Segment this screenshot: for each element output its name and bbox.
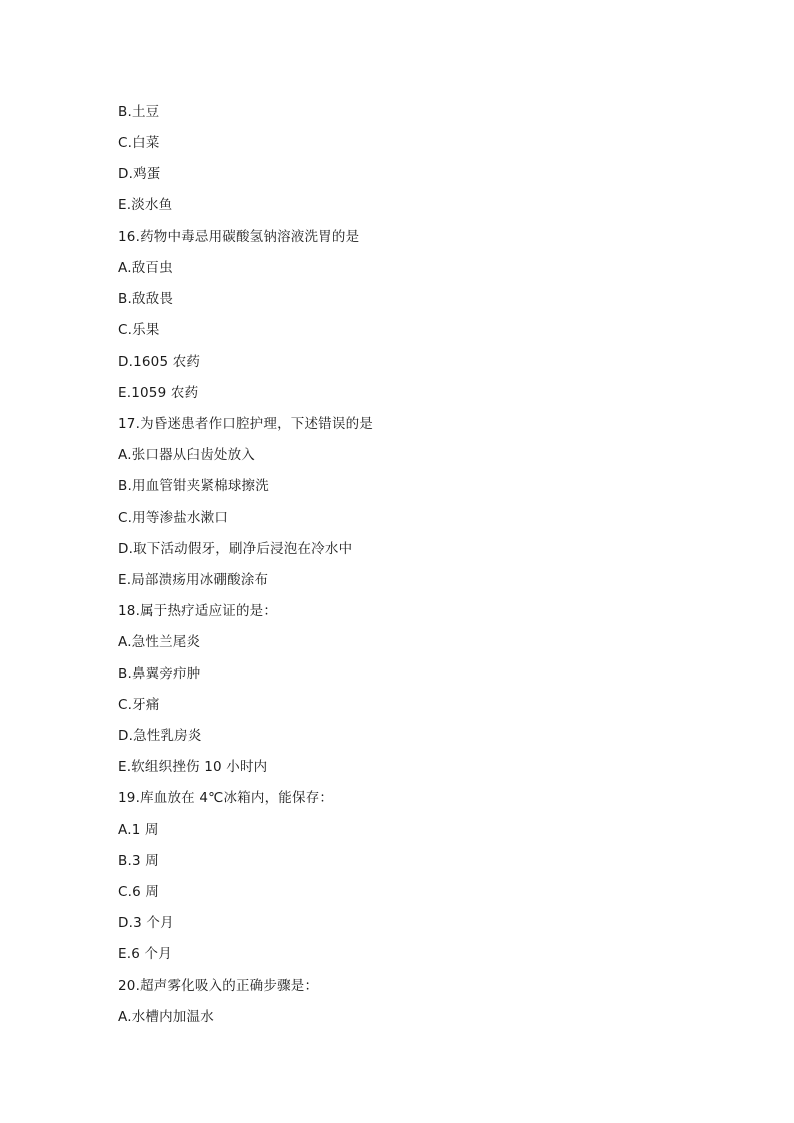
option-a-q18: A.急性兰尾炎 — [118, 634, 201, 650]
option-b-q18: B.鼻翼旁疖肿 — [118, 666, 201, 682]
option-a-q16: A.敌百虫 — [118, 260, 173, 276]
option-a-q20: A.水槽内加温水 — [118, 1009, 214, 1025]
option-e-q18: E.软组织挫伤 10 小时内 — [118, 759, 268, 775]
option-d-q18: D.急性乳房炎 — [118, 728, 202, 744]
option-b-q16: B.敌敌畏 — [118, 291, 174, 307]
option-e-q16: E.1059 农药 — [118, 385, 199, 401]
question-17: 17.为昏迷患者作口腔护理，下述错误的是 — [118, 416, 373, 432]
question-20: 20.超声雾化吸入的正确步骤是： — [118, 978, 319, 994]
option-c-q18: C.牙痛 — [118, 697, 160, 713]
option-d-q15: D.鸡蛋 — [118, 166, 161, 182]
option-c-q16: C.乐果 — [118, 322, 160, 338]
option-c-q17: C.用等渗盐水漱口 — [118, 510, 229, 526]
option-d-q16: D.1605 农药 — [118, 354, 201, 370]
option-e-q17: E.局部溃疡用冰硼酸涂布 — [118, 572, 269, 588]
option-b-q17: B.用血管钳夹紧棉球擦洗 — [118, 478, 269, 494]
question-18: 18.属于热疗适应证的是： — [118, 603, 278, 619]
question-16: 16.药物中毒忌用碳酸氢钠溶液洗胃的是 — [118, 229, 360, 245]
option-e-q19: E.6 个月 — [118, 946, 172, 962]
option-c-q19: C.6 周 — [118, 884, 160, 900]
option-d-q19: D.3 个月 — [118, 915, 174, 931]
option-c-q15: C.白菜 — [118, 135, 160, 151]
option-e-q15: E.淡水鱼 — [118, 197, 173, 213]
option-a-q19: A.1 周 — [118, 822, 159, 838]
question-19: 19.库血放在 4℃冰箱内，能保存： — [118, 790, 334, 806]
option-a-q17: A.张口器从臼齿处放入 — [118, 447, 255, 463]
option-d-q17: D.取下活动假牙，刷净后浸泡在冷水中 — [118, 541, 353, 557]
option-b-q19: B.3 周 — [118, 853, 159, 869]
option-b-q15: B.土豆 — [118, 104, 160, 120]
